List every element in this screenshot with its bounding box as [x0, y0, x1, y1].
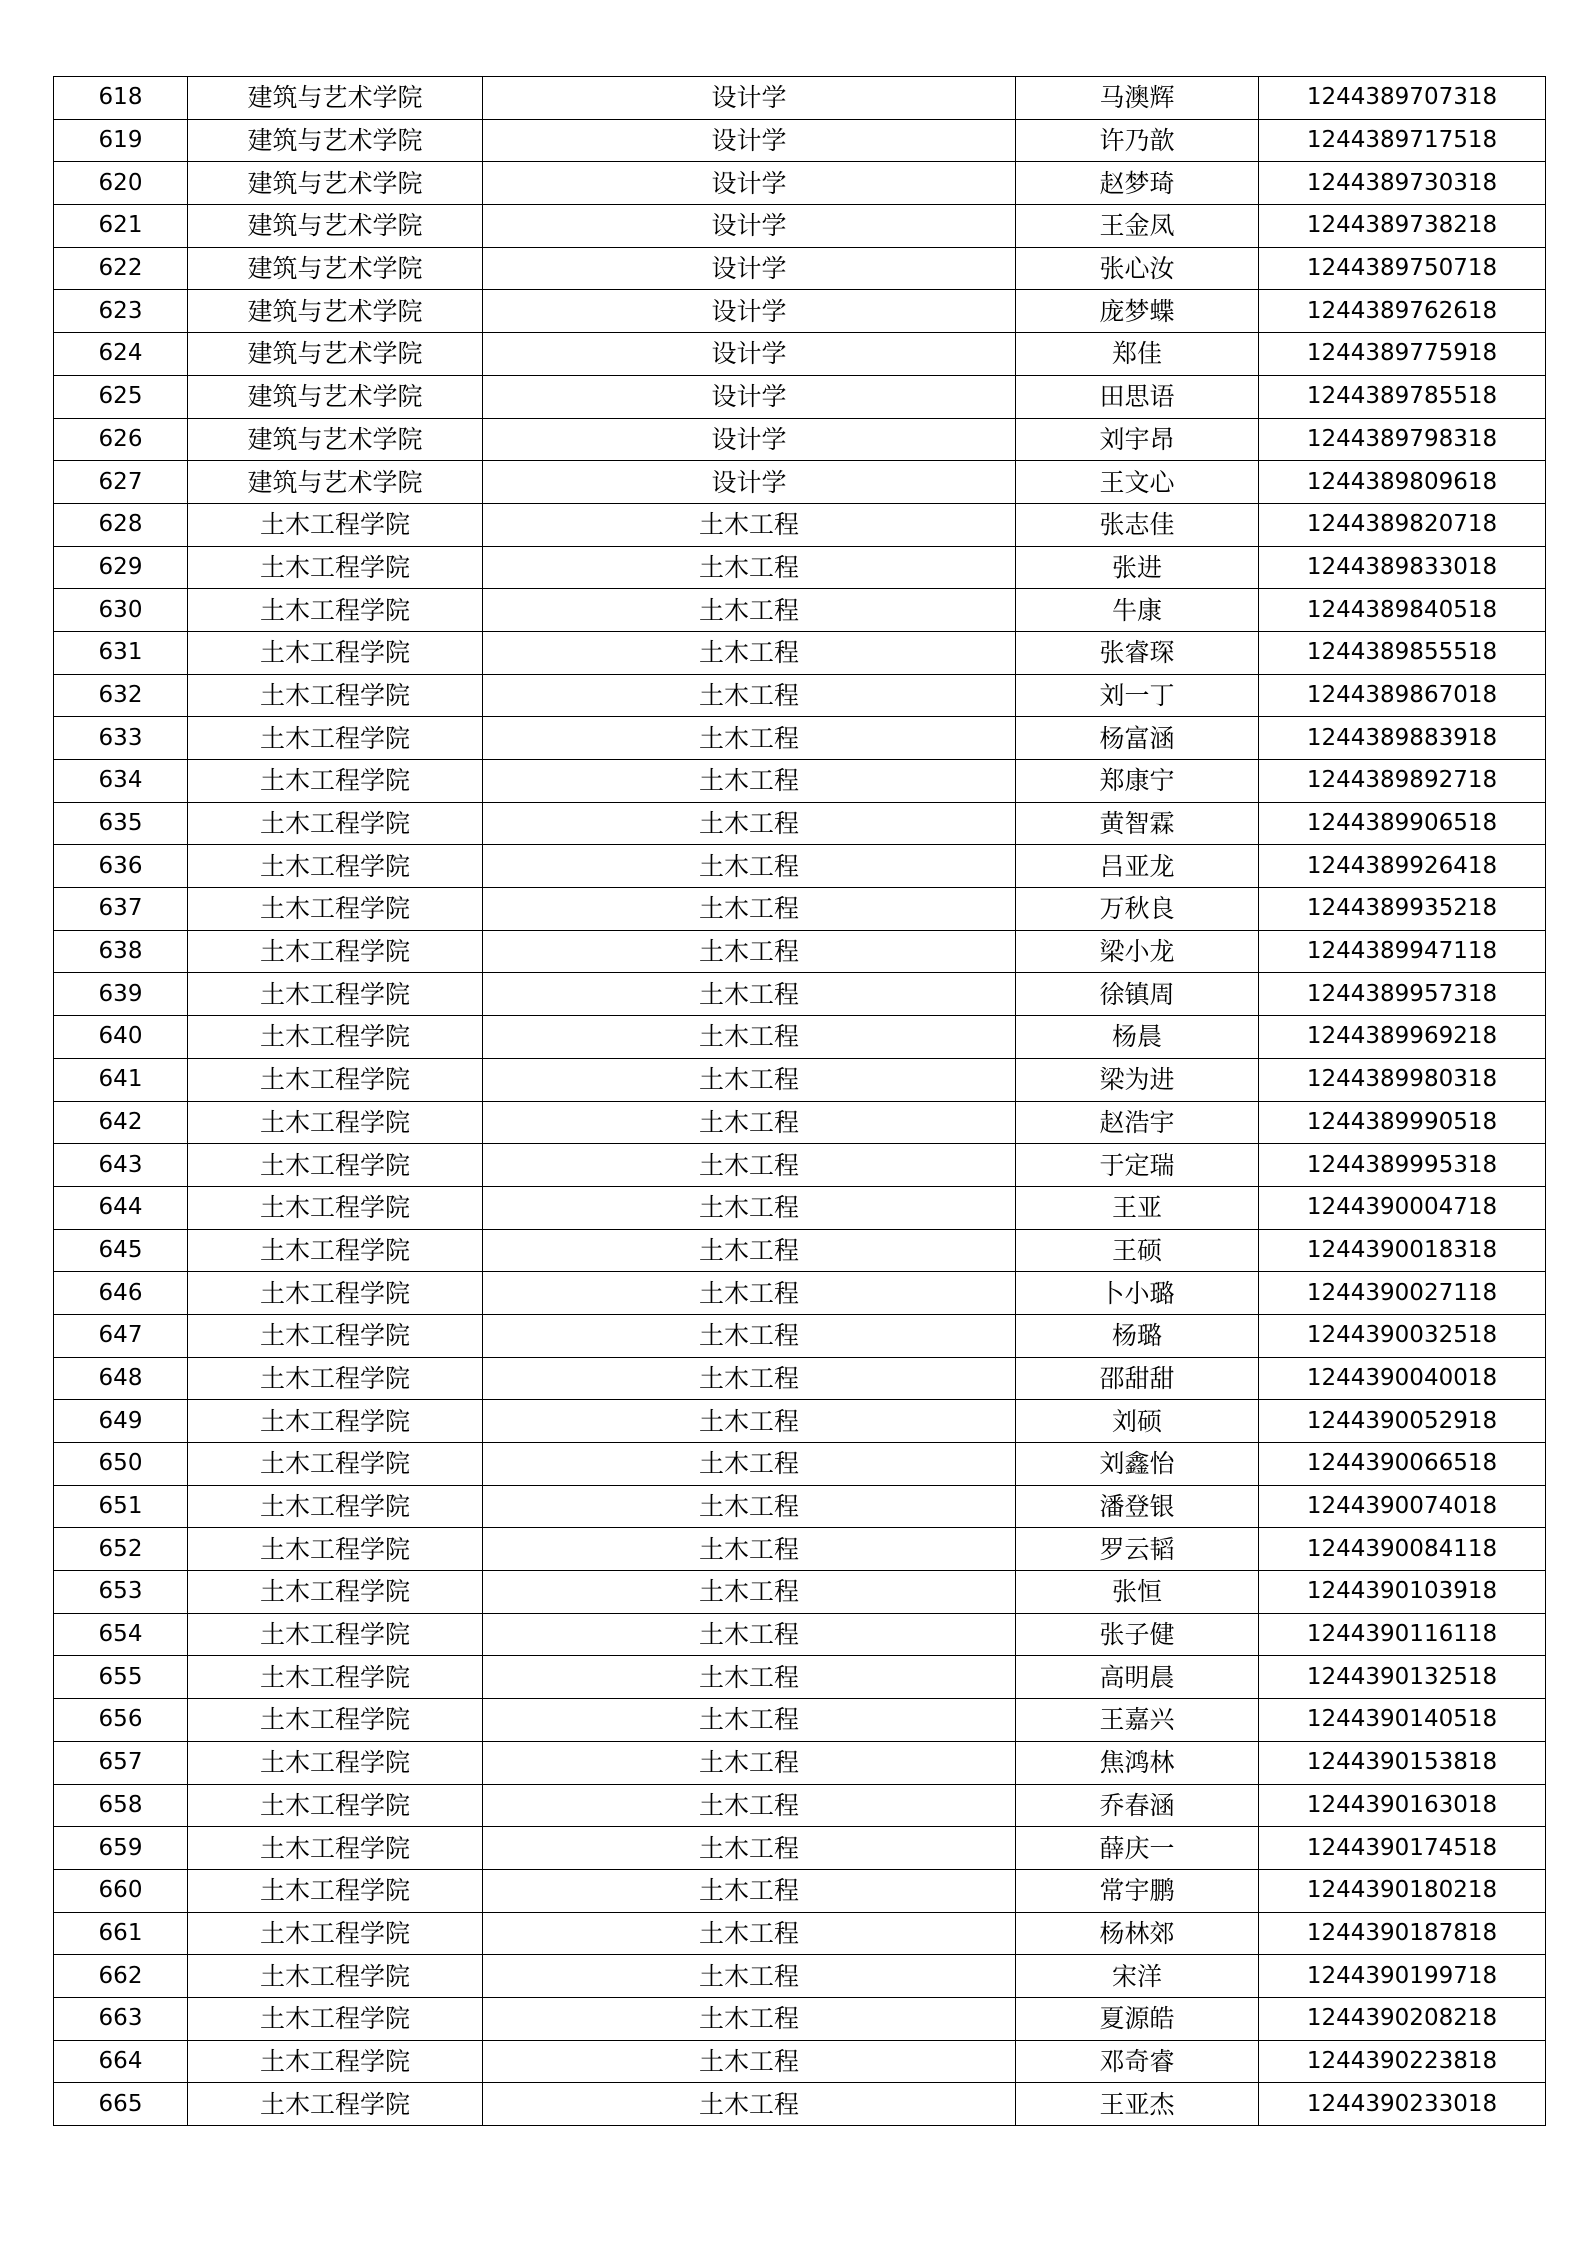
name-cell: 王亚: [1016, 1186, 1259, 1229]
college-cell: 土木工程学院: [188, 503, 483, 546]
college-cell: 土木工程学院: [188, 1869, 483, 1912]
id-number-cell: 1244390233018: [1259, 2083, 1546, 2126]
college-cell: 土木工程学院: [188, 1485, 483, 1528]
name-cell: 万秋良: [1016, 888, 1259, 931]
major-cell: 土木工程: [483, 717, 1016, 760]
college-cell: 土木工程学院: [188, 1827, 483, 1870]
row-number-cell: 651: [54, 1485, 188, 1528]
major-cell: 土木工程: [483, 1229, 1016, 1272]
row-number-cell: 640: [54, 1016, 188, 1059]
row-number-cell: 659: [54, 1827, 188, 1870]
row-number-cell: 657: [54, 1741, 188, 1784]
roster-table-body: [54, 77, 1546, 2126]
id-number-cell: 1244389738218: [1259, 205, 1546, 248]
name-cell: 王嘉兴: [1016, 1699, 1259, 1742]
row-number-cell: 653: [54, 1571, 188, 1614]
row-number-cell: 655: [54, 1656, 188, 1699]
name-cell: 梁为进: [1016, 1058, 1259, 1101]
row-number-cell: 637: [54, 888, 188, 931]
major-cell: 设计学: [483, 119, 1016, 162]
row-number-cell: 631: [54, 631, 188, 674]
id-number-cell: 1244389833018: [1259, 546, 1546, 589]
row-number-cell: 661: [54, 1912, 188, 1955]
major-cell: 土木工程: [483, 1400, 1016, 1443]
name-cell: 焦鸿林: [1016, 1741, 1259, 1784]
name-cell: 许乃歆: [1016, 119, 1259, 162]
table-row: [54, 717, 1546, 760]
table-row: [54, 1101, 1546, 1144]
major-cell: 土木工程: [483, 631, 1016, 674]
name-cell: 郑佳: [1016, 333, 1259, 376]
major-cell: 设计学: [483, 461, 1016, 504]
row-number-cell: 663: [54, 1997, 188, 2040]
major-cell: 土木工程: [483, 1357, 1016, 1400]
major-cell: 土木工程: [483, 1827, 1016, 1870]
table-row: [54, 333, 1546, 376]
name-cell: 张进: [1016, 546, 1259, 589]
major-cell: 土木工程: [483, 1699, 1016, 1742]
row-number-cell: 641: [54, 1058, 188, 1101]
college-cell: 土木工程学院: [188, 1016, 483, 1059]
major-cell: 土木工程: [483, 1869, 1016, 1912]
major-cell: 土木工程: [483, 1997, 1016, 2040]
id-number-cell: 1244389762618: [1259, 290, 1546, 333]
id-number-cell: 1244389775918: [1259, 333, 1546, 376]
table-row: [54, 1357, 1546, 1400]
id-number-cell: 1244389990518: [1259, 1101, 1546, 1144]
college-cell: 土木工程学院: [188, 1186, 483, 1229]
college-cell: 土木工程学院: [188, 1912, 483, 1955]
college-cell: 土木工程学院: [188, 760, 483, 803]
table-row: [54, 1400, 1546, 1443]
table-row: [54, 290, 1546, 333]
college-cell: 土木工程学院: [188, 973, 483, 1016]
table-row: [54, 1058, 1546, 1101]
name-cell: 牛康: [1016, 589, 1259, 632]
college-cell: 土木工程学院: [188, 1699, 483, 1742]
college-cell: 土木工程学院: [188, 2083, 483, 2126]
id-number-cell: 1244389883918: [1259, 717, 1546, 760]
major-cell: 土木工程: [483, 1741, 1016, 1784]
id-number-cell: 1244389995318: [1259, 1144, 1546, 1187]
table-row: [54, 1571, 1546, 1614]
table-row: [54, 1869, 1546, 1912]
row-number-cell: 618: [54, 77, 188, 120]
college-cell: 土木工程学院: [188, 546, 483, 589]
college-cell: 建筑与艺术学院: [188, 162, 483, 205]
id-number-cell: 1244390052918: [1259, 1400, 1546, 1443]
row-number-cell: 625: [54, 375, 188, 418]
table-row: [54, 930, 1546, 973]
major-cell: 土木工程: [483, 973, 1016, 1016]
name-cell: 黄智霖: [1016, 802, 1259, 845]
major-cell: 设计学: [483, 247, 1016, 290]
id-number-cell: 1244390018318: [1259, 1229, 1546, 1272]
table-row: [54, 119, 1546, 162]
table-row: [54, 1528, 1546, 1571]
college-cell: 建筑与艺术学院: [188, 461, 483, 504]
major-cell: 土木工程: [483, 2040, 1016, 2083]
id-number-cell: 1244389750718: [1259, 247, 1546, 290]
table-row: [54, 375, 1546, 418]
name-cell: 卜小璐: [1016, 1272, 1259, 1315]
table-row: [54, 546, 1546, 589]
row-number-cell: 665: [54, 2083, 188, 2126]
id-number-cell: 1244389855518: [1259, 631, 1546, 674]
id-number-cell: 1244389717518: [1259, 119, 1546, 162]
table-row: [54, 1613, 1546, 1656]
row-number-cell: 624: [54, 333, 188, 376]
id-number-cell: 1244390004718: [1259, 1186, 1546, 1229]
table-row: [54, 2040, 1546, 2083]
id-number-cell: 1244390027118: [1259, 1272, 1546, 1315]
row-number-cell: 639: [54, 973, 188, 1016]
table-row: [54, 760, 1546, 803]
major-cell: 土木工程: [483, 1571, 1016, 1614]
id-number-cell: 1244390187818: [1259, 1912, 1546, 1955]
major-cell: 土木工程: [483, 1656, 1016, 1699]
college-cell: 土木工程学院: [188, 1272, 483, 1315]
table-row: [54, 1699, 1546, 1742]
major-cell: 土木工程: [483, 1443, 1016, 1486]
major-cell: 土木工程: [483, 674, 1016, 717]
row-number-cell: 620: [54, 162, 188, 205]
row-number-cell: 656: [54, 1699, 188, 1742]
row-number-cell: 619: [54, 119, 188, 162]
major-cell: 土木工程: [483, 930, 1016, 973]
name-cell: 宋洋: [1016, 1955, 1259, 1998]
table-row: [54, 247, 1546, 290]
row-number-cell: 623: [54, 290, 188, 333]
major-cell: 土木工程: [483, 1058, 1016, 1101]
id-number-cell: 1244389798318: [1259, 418, 1546, 461]
college-cell: 建筑与艺术学院: [188, 205, 483, 248]
table-row: [54, 1784, 1546, 1827]
roster-table: [53, 76, 1546, 2126]
major-cell: 土木工程: [483, 888, 1016, 931]
id-number-cell: 1244390208218: [1259, 1997, 1546, 2040]
id-number-cell: 1244389969218: [1259, 1016, 1546, 1059]
id-number-cell: 1244390116118: [1259, 1613, 1546, 1656]
major-cell: 土木工程: [483, 1528, 1016, 1571]
college-cell: 土木工程学院: [188, 1229, 483, 1272]
name-cell: 张志佳: [1016, 503, 1259, 546]
name-cell: 刘硕: [1016, 1400, 1259, 1443]
id-number-cell: 1244390074018: [1259, 1485, 1546, 1528]
table-row: [54, 845, 1546, 888]
name-cell: 吕亚龙: [1016, 845, 1259, 888]
name-cell: 于定瑞: [1016, 1144, 1259, 1187]
major-cell: 土木工程: [483, 1912, 1016, 1955]
table-row: [54, 1827, 1546, 1870]
name-cell: 王硕: [1016, 1229, 1259, 1272]
major-cell: 土木工程: [483, 1784, 1016, 1827]
major-cell: 土木工程: [483, 546, 1016, 589]
id-number-cell: 1244389906518: [1259, 802, 1546, 845]
id-number-cell: 1244389785518: [1259, 375, 1546, 418]
name-cell: 赵梦琦: [1016, 162, 1259, 205]
table-row: [54, 2083, 1546, 2126]
major-cell: 土木工程: [483, 2083, 1016, 2126]
college-cell: 土木工程学院: [188, 1314, 483, 1357]
college-cell: 土木工程学院: [188, 1613, 483, 1656]
major-cell: 设计学: [483, 333, 1016, 376]
major-cell: 土木工程: [483, 1314, 1016, 1357]
name-cell: 刘一丁: [1016, 674, 1259, 717]
row-number-cell: 643: [54, 1144, 188, 1187]
row-number-cell: 652: [54, 1528, 188, 1571]
college-cell: 建筑与艺术学院: [188, 290, 483, 333]
row-number-cell: 664: [54, 2040, 188, 2083]
table-row: [54, 674, 1546, 717]
id-number-cell: 1244390084118: [1259, 1528, 1546, 1571]
name-cell: 夏源皓: [1016, 1997, 1259, 2040]
college-cell: 土木工程学院: [188, 717, 483, 760]
name-cell: 刘鑫怡: [1016, 1443, 1259, 1486]
major-cell: 土木工程: [483, 1272, 1016, 1315]
row-number-cell: 635: [54, 802, 188, 845]
id-number-cell: 1244390153818: [1259, 1741, 1546, 1784]
major-cell: 设计学: [483, 418, 1016, 461]
row-number-cell: 647: [54, 1314, 188, 1357]
table-row: [54, 205, 1546, 248]
major-cell: 设计学: [483, 205, 1016, 248]
table-row: [54, 1144, 1546, 1187]
name-cell: 薛庆一: [1016, 1827, 1259, 1870]
college-cell: 土木工程学院: [188, 845, 483, 888]
row-number-cell: 630: [54, 589, 188, 632]
name-cell: 张睿琛: [1016, 631, 1259, 674]
table-row: [54, 973, 1546, 1016]
row-number-cell: 628: [54, 503, 188, 546]
id-number-cell: 1244390163018: [1259, 1784, 1546, 1827]
table-row: [54, 589, 1546, 632]
name-cell: 田思语: [1016, 375, 1259, 418]
major-cell: 设计学: [483, 375, 1016, 418]
major-cell: 设计学: [483, 162, 1016, 205]
id-number-cell: 1244390180218: [1259, 1869, 1546, 1912]
name-cell: 马澳辉: [1016, 77, 1259, 120]
major-cell: 土木工程: [483, 589, 1016, 632]
major-cell: 土木工程: [483, 802, 1016, 845]
college-cell: 土木工程学院: [188, 1101, 483, 1144]
table-row: [54, 631, 1546, 674]
row-number-cell: 644: [54, 1186, 188, 1229]
name-cell: 杨晨: [1016, 1016, 1259, 1059]
name-cell: 张子健: [1016, 1613, 1259, 1656]
id-number-cell: 1244389957318: [1259, 973, 1546, 1016]
major-cell: 土木工程: [483, 845, 1016, 888]
id-number-cell: 1244390132518: [1259, 1656, 1546, 1699]
name-cell: 赵浩宇: [1016, 1101, 1259, 1144]
id-number-cell: 1244389867018: [1259, 674, 1546, 717]
college-cell: 土木工程学院: [188, 888, 483, 931]
major-cell: 土木工程: [483, 503, 1016, 546]
college-cell: 土木工程学院: [188, 631, 483, 674]
id-number-cell: 1244389809618: [1259, 461, 1546, 504]
row-number-cell: 634: [54, 760, 188, 803]
college-cell: 土木工程学院: [188, 1997, 483, 2040]
table-row: [54, 461, 1546, 504]
id-number-cell: 1244389980318: [1259, 1058, 1546, 1101]
id-number-cell: 1244390103918: [1259, 1571, 1546, 1614]
major-cell: 土木工程: [483, 1186, 1016, 1229]
name-cell: 郑康宁: [1016, 760, 1259, 803]
college-cell: 建筑与艺术学院: [188, 119, 483, 162]
major-cell: 土木工程: [483, 1613, 1016, 1656]
college-cell: 土木工程学院: [188, 674, 483, 717]
college-cell: 土木工程学院: [188, 1400, 483, 1443]
row-number-cell: 632: [54, 674, 188, 717]
table-row: [54, 418, 1546, 461]
college-cell: 土木工程学院: [188, 802, 483, 845]
major-cell: 土木工程: [483, 1485, 1016, 1528]
id-number-cell: 1244390199718: [1259, 1955, 1546, 1998]
college-cell: 土木工程学院: [188, 1058, 483, 1101]
table-row: [54, 1741, 1546, 1784]
college-cell: 土木工程学院: [188, 589, 483, 632]
name-cell: 杨富涵: [1016, 717, 1259, 760]
row-number-cell: 629: [54, 546, 188, 589]
id-number-cell: 1244390140518: [1259, 1699, 1546, 1742]
table-row: [54, 1955, 1546, 1998]
id-number-cell: 1244389730318: [1259, 162, 1546, 205]
row-number-cell: 658: [54, 1784, 188, 1827]
name-cell: 梁小龙: [1016, 930, 1259, 973]
row-number-cell: 626: [54, 418, 188, 461]
name-cell: 张心汝: [1016, 247, 1259, 290]
row-number-cell: 636: [54, 845, 188, 888]
college-cell: 土木工程学院: [188, 1443, 483, 1486]
name-cell: 罗云韬: [1016, 1528, 1259, 1571]
table-row: [54, 1443, 1546, 1486]
major-cell: 土木工程: [483, 1955, 1016, 1998]
name-cell: 乔春涵: [1016, 1784, 1259, 1827]
table-row: [54, 77, 1546, 120]
table-row: [54, 1314, 1546, 1357]
major-cell: 土木工程: [483, 760, 1016, 803]
name-cell: 邓奇睿: [1016, 2040, 1259, 2083]
table-row: [54, 1229, 1546, 1272]
row-number-cell: 660: [54, 1869, 188, 1912]
row-number-cell: 633: [54, 717, 188, 760]
table-row: [54, 1656, 1546, 1699]
major-cell: 土木工程: [483, 1144, 1016, 1187]
table-row: [54, 1912, 1546, 1955]
table-row: [54, 802, 1546, 845]
id-number-cell: 1244389707318: [1259, 77, 1546, 120]
row-number-cell: 654: [54, 1613, 188, 1656]
major-cell: 设计学: [483, 290, 1016, 333]
name-cell: 潘登银: [1016, 1485, 1259, 1528]
table-row: [54, 888, 1546, 931]
table-row: [54, 1186, 1546, 1229]
id-number-cell: 1244390223818: [1259, 2040, 1546, 2083]
name-cell: 常宇鹏: [1016, 1869, 1259, 1912]
id-number-cell: 1244389840518: [1259, 589, 1546, 632]
row-number-cell: 638: [54, 930, 188, 973]
table-row: [54, 162, 1546, 205]
name-cell: 刘宇昂: [1016, 418, 1259, 461]
major-cell: 土木工程: [483, 1101, 1016, 1144]
college-cell: 土木工程学院: [188, 1357, 483, 1400]
table-row: [54, 1997, 1546, 2040]
college-cell: 建筑与艺术学院: [188, 418, 483, 461]
row-number-cell: 650: [54, 1443, 188, 1486]
name-cell: 杨璐: [1016, 1314, 1259, 1357]
college-cell: 土木工程学院: [188, 1528, 483, 1571]
name-cell: 王文心: [1016, 461, 1259, 504]
college-cell: 土木工程学院: [188, 1571, 483, 1614]
college-cell: 土木工程学院: [188, 1144, 483, 1187]
id-number-cell: 1244390032518: [1259, 1314, 1546, 1357]
college-cell: 土木工程学院: [188, 1656, 483, 1699]
id-number-cell: 1244389947118: [1259, 930, 1546, 973]
college-cell: 土木工程学院: [188, 1955, 483, 1998]
row-number-cell: 649: [54, 1400, 188, 1443]
id-number-cell: 1244390040018: [1259, 1357, 1546, 1400]
major-cell: 设计学: [483, 77, 1016, 120]
id-number-cell: 1244389820718: [1259, 503, 1546, 546]
row-number-cell: 645: [54, 1229, 188, 1272]
name-cell: 王亚杰: [1016, 2083, 1259, 2126]
college-cell: 土木工程学院: [188, 2040, 483, 2083]
table-row: [54, 503, 1546, 546]
row-number-cell: 622: [54, 247, 188, 290]
table-row: [54, 1016, 1546, 1059]
table-row: [54, 1485, 1546, 1528]
row-number-cell: 662: [54, 1955, 188, 1998]
id-number-cell: 1244390066518: [1259, 1443, 1546, 1486]
college-cell: 土木工程学院: [188, 1784, 483, 1827]
college-cell: 建筑与艺术学院: [188, 375, 483, 418]
name-cell: 徐镇周: [1016, 973, 1259, 1016]
name-cell: 高明晨: [1016, 1656, 1259, 1699]
name-cell: 王金凤: [1016, 205, 1259, 248]
id-number-cell: 1244390174518: [1259, 1827, 1546, 1870]
name-cell: 杨林郊: [1016, 1912, 1259, 1955]
college-cell: 建筑与艺术学院: [188, 247, 483, 290]
college-cell: 建筑与艺术学院: [188, 333, 483, 376]
id-number-cell: 1244389926418: [1259, 845, 1546, 888]
row-number-cell: 646: [54, 1272, 188, 1315]
name-cell: 邵甜甜: [1016, 1357, 1259, 1400]
college-cell: 土木工程学院: [188, 930, 483, 973]
row-number-cell: 621: [54, 205, 188, 248]
row-number-cell: 627: [54, 461, 188, 504]
id-number-cell: 1244389935218: [1259, 888, 1546, 931]
name-cell: 庞梦蝶: [1016, 290, 1259, 333]
name-cell: 张恒: [1016, 1571, 1259, 1614]
row-number-cell: 648: [54, 1357, 188, 1400]
table-row: [54, 1272, 1546, 1315]
college-cell: 土木工程学院: [188, 1741, 483, 1784]
college-cell: 建筑与艺术学院: [188, 77, 483, 120]
id-number-cell: 1244389892718: [1259, 760, 1546, 803]
row-number-cell: 642: [54, 1101, 188, 1144]
major-cell: 土木工程: [483, 1016, 1016, 1059]
